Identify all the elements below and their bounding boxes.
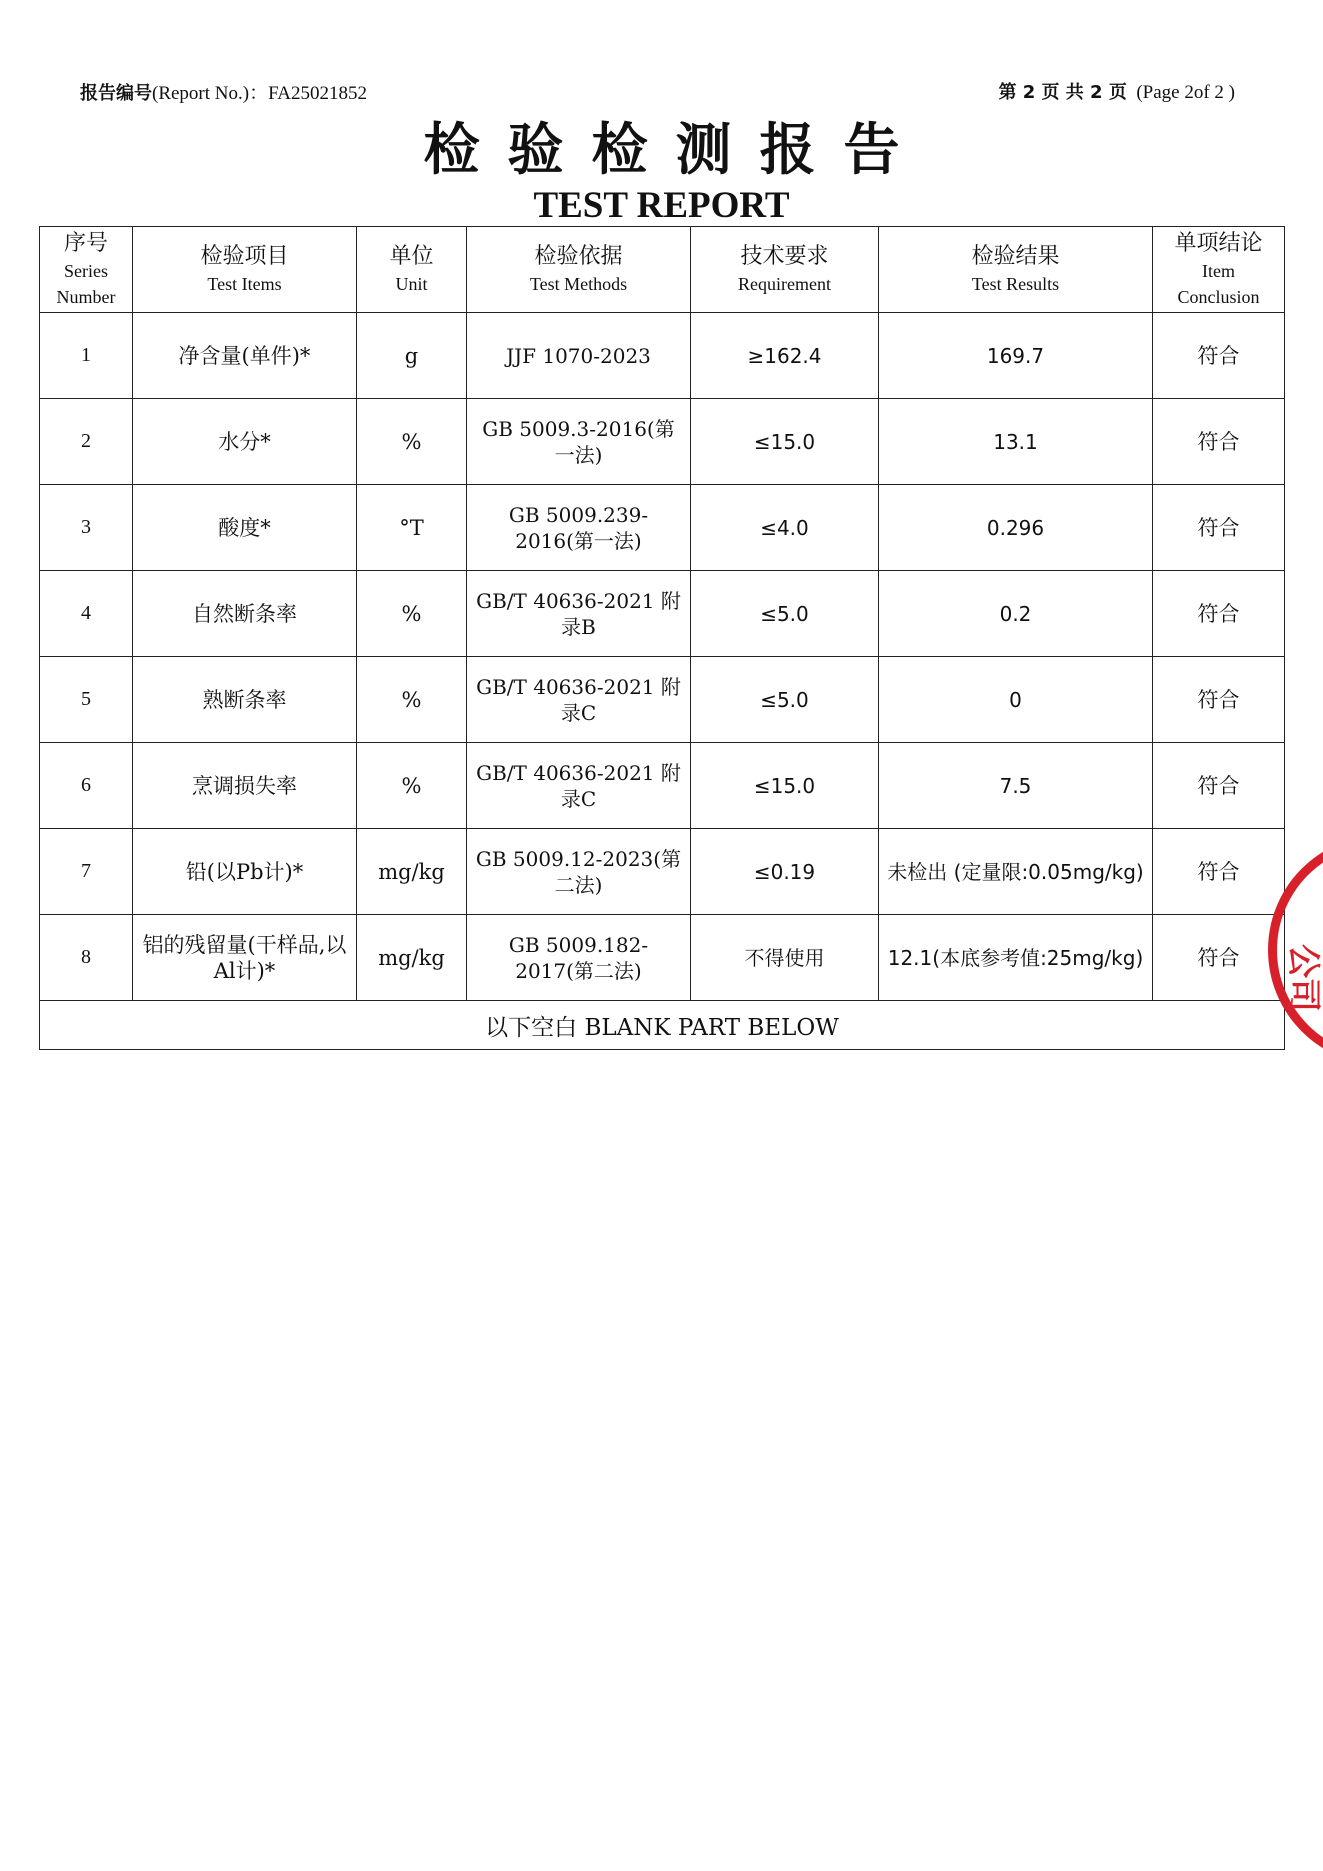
- cell-method: GB 5009.239-2016(第一法): [467, 485, 691, 571]
- cell-conclusion: 符合: [1153, 915, 1285, 1001]
- svg-text:公司: 公司: [1283, 944, 1323, 1012]
- col-header-conclusion: 单项结论 Item Conclusion: [1153, 227, 1285, 313]
- cell-method: JJF 1070-2023: [467, 313, 691, 399]
- cell-seq: 4: [40, 571, 133, 657]
- table-row: [40, 399, 1285, 485]
- table-row: [40, 571, 1285, 657]
- cell-seq: 3: [40, 485, 133, 571]
- cell-unit: %: [357, 743, 467, 829]
- cell-result: 0.296: [879, 485, 1153, 571]
- cell-method: GB 5009.12-2023(第二法): [467, 829, 691, 915]
- cell-unit: g: [357, 313, 467, 399]
- table-header-row: [40, 227, 1285, 313]
- cell-method: GB/T 40636-2021 附录B: [467, 571, 691, 657]
- cell-conclusion: 符合: [1153, 829, 1285, 915]
- cell-method: GB/T 40636-2021 附录C: [467, 743, 691, 829]
- cell-item: 熟断条率: [133, 657, 357, 743]
- cell-conclusion: 符合: [1153, 313, 1285, 399]
- blank-part-row: [40, 1001, 1285, 1050]
- col-header-results: 检验结果 Test Results: [879, 227, 1153, 313]
- cell-unit: °T: [357, 485, 467, 571]
- table-row: [40, 915, 1285, 1001]
- page-indicator: [998, 78, 1235, 104]
- report-title-en: TEST REPORT: [533, 185, 790, 226]
- test-results-table: [39, 226, 1285, 1050]
- page-indicator-en: (Page 2of 2 ): [1136, 82, 1235, 103]
- cell-conclusion: 符合: [1153, 657, 1285, 743]
- cell-result: 0.2: [879, 571, 1153, 657]
- cell-item: 酸度*: [133, 485, 357, 571]
- cell-seq: 6: [40, 743, 133, 829]
- cell-requirement: ≤0.19: [691, 829, 879, 915]
- report-number: [80, 78, 367, 105]
- cell-item: 净含量(单件)*: [133, 313, 357, 399]
- blank-part-note: 以下空白 BLANK PART BELOW: [40, 1001, 1285, 1050]
- cell-result: 169.7: [879, 313, 1153, 399]
- cell-item: 烹调损失率: [133, 743, 357, 829]
- seal-icon: [1277, 844, 1323, 1065]
- col-header-methods: 检验依据 Test Methods: [467, 227, 691, 313]
- cell-unit: %: [357, 657, 467, 743]
- cell-seq: 5: [40, 657, 133, 743]
- cell-requirement: ≤15.0: [691, 399, 879, 485]
- cell-requirement: ≤5.0: [691, 571, 879, 657]
- cell-result: 13.1: [879, 399, 1153, 485]
- cell-method: GB 5009.182-2017(第二法): [467, 915, 691, 1001]
- table-row: [40, 485, 1285, 571]
- cell-result: 7.5: [879, 743, 1153, 829]
- table-row: [40, 743, 1285, 829]
- cell-seq: 7: [40, 829, 133, 915]
- cell-requirement: ≤4.0: [691, 485, 879, 571]
- cell-conclusion: 符合: [1153, 571, 1285, 657]
- col-header-items: 检验项目 Test Items: [133, 227, 357, 313]
- report-title-cn: 检验检测报告: [423, 117, 928, 183]
- table-row: [40, 313, 1285, 399]
- report-number-value: FA25021852: [268, 83, 367, 104]
- report-number-label: 报告编号: [80, 83, 152, 104]
- cell-item: 铝的残留量(干样品,以Al计)*: [133, 915, 357, 1001]
- cell-unit: %: [357, 399, 467, 485]
- cell-result: 0: [879, 657, 1153, 743]
- cell-item: 自然断条率: [133, 571, 357, 657]
- cell-requirement: ≤5.0: [691, 657, 879, 743]
- col-header-unit: 单位 Unit: [357, 227, 467, 313]
- cell-unit: mg/kg: [357, 829, 467, 915]
- cell-unit: %: [357, 571, 467, 657]
- cell-item: 铅(以Pb计)*: [133, 829, 357, 915]
- cell-method: GB 5009.3-2016(第一法): [467, 399, 691, 485]
- cell-seq: 8: [40, 915, 133, 1001]
- official-seal-stamp: [1268, 835, 1323, 1065]
- cell-result: 12.1(本底参考值:25mg/kg): [879, 915, 1153, 1001]
- cell-item: 水分*: [133, 399, 357, 485]
- cell-unit: mg/kg: [357, 915, 467, 1001]
- cell-seq: 1: [40, 313, 133, 399]
- cell-requirement: ≤15.0: [691, 743, 879, 829]
- cell-method: GB/T 40636-2021 附录C: [467, 657, 691, 743]
- report-number-label-en: (Report No.)：: [152, 83, 269, 104]
- col-header-requirement: 技术要求 Requirement: [691, 227, 879, 313]
- col-header-series: 序号 Series Number: [40, 227, 133, 313]
- table-row: [40, 829, 1285, 915]
- table-row: [40, 657, 1285, 743]
- cell-requirement: ≥162.4: [691, 313, 879, 399]
- cell-requirement: 不得使用: [691, 915, 879, 1001]
- cell-conclusion: 符合: [1153, 743, 1285, 829]
- cell-conclusion: 符合: [1153, 399, 1285, 485]
- cell-result: 未检出 (定量限:0.05mg/kg): [879, 829, 1153, 915]
- cell-conclusion: 符合: [1153, 485, 1285, 571]
- cell-seq: 2: [40, 399, 133, 485]
- page-indicator-cn: 第 2 页 共 2 页: [998, 82, 1127, 103]
